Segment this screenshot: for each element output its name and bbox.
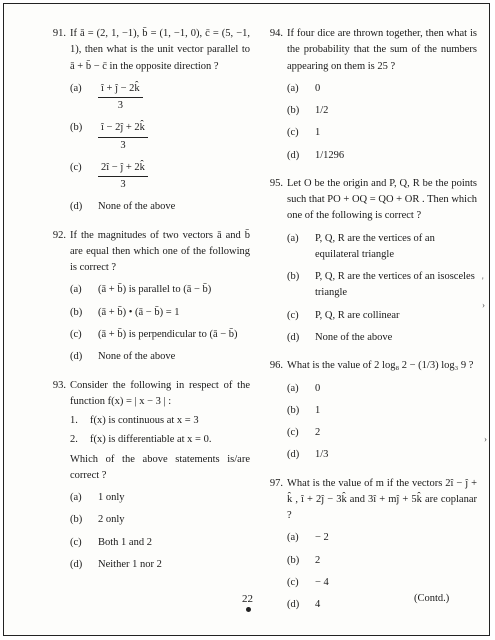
option-label: (d) [70, 201, 83, 213]
options [70, 81, 250, 216]
option-text: − 4 [315, 576, 329, 588]
option-d [287, 447, 477, 463]
question-stem: What is the value of 2 log₈ 2 − (1/3) log₃ 9 ? [287, 360, 474, 372]
option-fraction [98, 160, 148, 194]
option-label: (d) [70, 558, 83, 570]
option-text: 2 only [98, 514, 125, 526]
option-text: 2 [315, 554, 321, 566]
fraction-numerator: î + ĵ − 2k̂ [98, 81, 143, 98]
option-b [287, 553, 477, 569]
option-label: (b) [70, 122, 83, 134]
question-number: 97. [269, 477, 283, 489]
option-label: (b) [287, 271, 300, 283]
option-d [70, 557, 250, 573]
question-number: 94. [269, 28, 283, 39]
option-text: P, Q, R are the vertices of an equilateral triangle [315, 232, 435, 260]
left-column [38, 26, 250, 579]
option-label: (a) [287, 382, 299, 394]
option-label: (c) [287, 127, 299, 139]
option-a [70, 81, 250, 115]
question-stem: If ā = (2, 1, −1), b̄ = (1, −1, 0), c̄ = (5, −1, 1), then what is the unit vector parallel to ā + b̄ − c̄ in the opposite direction ? [70, 28, 250, 72]
option-text: P, Q, R are the vertices of an isosceles triangle [315, 271, 475, 299]
option-text: 4 [315, 599, 321, 611]
question-number: 93. [52, 379, 66, 391]
option-text: 0 [315, 382, 321, 394]
question-tail: Which of the above statements is/are correct ? [70, 453, 250, 481]
option-label: (d) [287, 149, 300, 161]
right-column [255, 26, 477, 619]
fraction-numerator: 2î − ĵ + 2k̂ [98, 160, 148, 177]
question-stem: What is the value of m if the vectors 2î − ĵ + k̂ , î + 2ĵ − 3k̂ and 3î + mĵ + 5k̂ are coplanar ? [287, 477, 477, 522]
option-text: (ā + b̄) is perpendicular to (ā − b̄) [98, 328, 238, 340]
option-label: (b) [70, 514, 83, 526]
exam-page [3, 3, 490, 636]
option-text: Both 1 and 2 [98, 536, 152, 548]
option-label: (a) [287, 82, 299, 94]
option-text: P, Q, R are collinear [315, 309, 400, 321]
options [287, 381, 477, 464]
page-dot-mark [246, 607, 251, 612]
options [287, 81, 477, 164]
option-c [287, 125, 477, 141]
statement-1 [70, 413, 250, 429]
option-text: 1/1296 [315, 149, 345, 161]
option-fraction [98, 120, 148, 154]
option-label: (c) [287, 576, 299, 588]
option-c [287, 425, 477, 441]
option-label: (c) [70, 161, 82, 173]
option-b [287, 403, 477, 419]
question-96 [255, 358, 477, 463]
option-text: (ā + b̄) • (ā − b̄) = 1 [98, 306, 180, 318]
fraction-denominator: 3 [120, 179, 126, 191]
scan-mark: › [484, 434, 487, 444]
option-label: (c) [287, 427, 299, 439]
question-number: 91. [52, 28, 66, 39]
option-text: 1 [315, 127, 321, 139]
statement-text: f(x) is continuous at x = 3 [90, 415, 199, 427]
fraction-denominator: 3 [120, 139, 126, 151]
option-a [70, 282, 250, 298]
option-a [287, 81, 477, 97]
question-95 [255, 176, 477, 346]
question-93 [38, 378, 250, 574]
option-b [70, 512, 250, 528]
option-label: (d) [70, 351, 83, 363]
option-label: (a) [70, 284, 82, 296]
question-stem: If four dice are thrown together, then what is the probability that the sum of the numbers appearing on them is 25 ? [287, 28, 477, 72]
option-d [287, 330, 477, 346]
option-text: − 2 [315, 532, 329, 544]
question-stem: Consider the following in respect of the function f(x) = | x − 3 | : [70, 379, 250, 407]
options [287, 231, 477, 347]
option-text: None of the above [315, 331, 393, 343]
scan-mark: › [482, 300, 485, 310]
option-label: (a) [70, 82, 82, 94]
option-fraction [98, 81, 143, 115]
option-label: (c) [70, 536, 82, 548]
question-91 [38, 26, 250, 216]
option-d [70, 199, 250, 215]
option-text: 1/3 [315, 449, 329, 461]
option-text: None of the above [98, 201, 176, 213]
option-b [70, 305, 250, 321]
option-label: (d) [287, 331, 300, 343]
question-number: 95. [269, 177, 283, 189]
option-d [70, 349, 250, 365]
option-c [70, 160, 250, 194]
option-text: Neither 1 nor 2 [98, 558, 162, 570]
option-label: (c) [287, 309, 299, 321]
option-text: 1/2 [315, 105, 329, 117]
option-text: 0 [315, 82, 321, 94]
options [70, 282, 250, 365]
option-label: (d) [287, 599, 300, 611]
option-b [70, 120, 250, 154]
statement-text: f(x) is differentiable at x = 0. [90, 434, 212, 446]
option-text: None of the above [98, 351, 176, 363]
statement-label: 2. [70, 434, 78, 446]
question-stem: If the magnitudes of two vectors ā and b̄ are equal then which one of the following is correct ? [70, 229, 250, 274]
option-label: (d) [287, 449, 300, 461]
option-label: (b) [287, 404, 300, 416]
option-text: 2 [315, 427, 321, 439]
option-a [287, 381, 477, 397]
option-c [70, 535, 250, 551]
page-number: 22 [242, 593, 253, 605]
option-label: (b) [287, 105, 300, 117]
question-number: 96. [269, 360, 283, 372]
option-b [287, 103, 477, 119]
option-a [287, 530, 477, 546]
option-b [287, 269, 477, 302]
statement-label: 1. [70, 415, 78, 427]
option-c [287, 575, 477, 591]
question-94 [255, 26, 477, 164]
option-c [70, 327, 250, 343]
option-a [287, 231, 477, 264]
question-number: 92. [52, 229, 66, 241]
option-text: 1 only [98, 492, 125, 504]
statement-2 [70, 432, 250, 448]
option-text: (ā + b̄) is parallel to (ā − b̄) [98, 284, 212, 296]
option-label: (b) [287, 554, 300, 566]
option-d [287, 148, 477, 164]
option-label: (c) [70, 328, 82, 340]
option-label: (a) [70, 492, 82, 504]
option-text: 1 [315, 404, 321, 416]
question-stem: Let O be the origin and P, Q, R be the points such that PO + OQ = QO + OR . Then which one of the following is correct ? [287, 177, 477, 222]
question-92 [38, 228, 250, 366]
option-a [70, 490, 250, 506]
fraction-denominator: 3 [117, 100, 123, 112]
option-label: (a) [287, 532, 299, 544]
continued-label: (Contd.) [414, 593, 450, 604]
option-label: (b) [70, 306, 83, 318]
fraction-numerator: î − 2ĵ + 2k̂ [98, 120, 148, 137]
options [70, 490, 250, 573]
option-label: (a) [287, 232, 299, 244]
scan-mark: ' [482, 276, 484, 286]
option-c [287, 308, 477, 324]
